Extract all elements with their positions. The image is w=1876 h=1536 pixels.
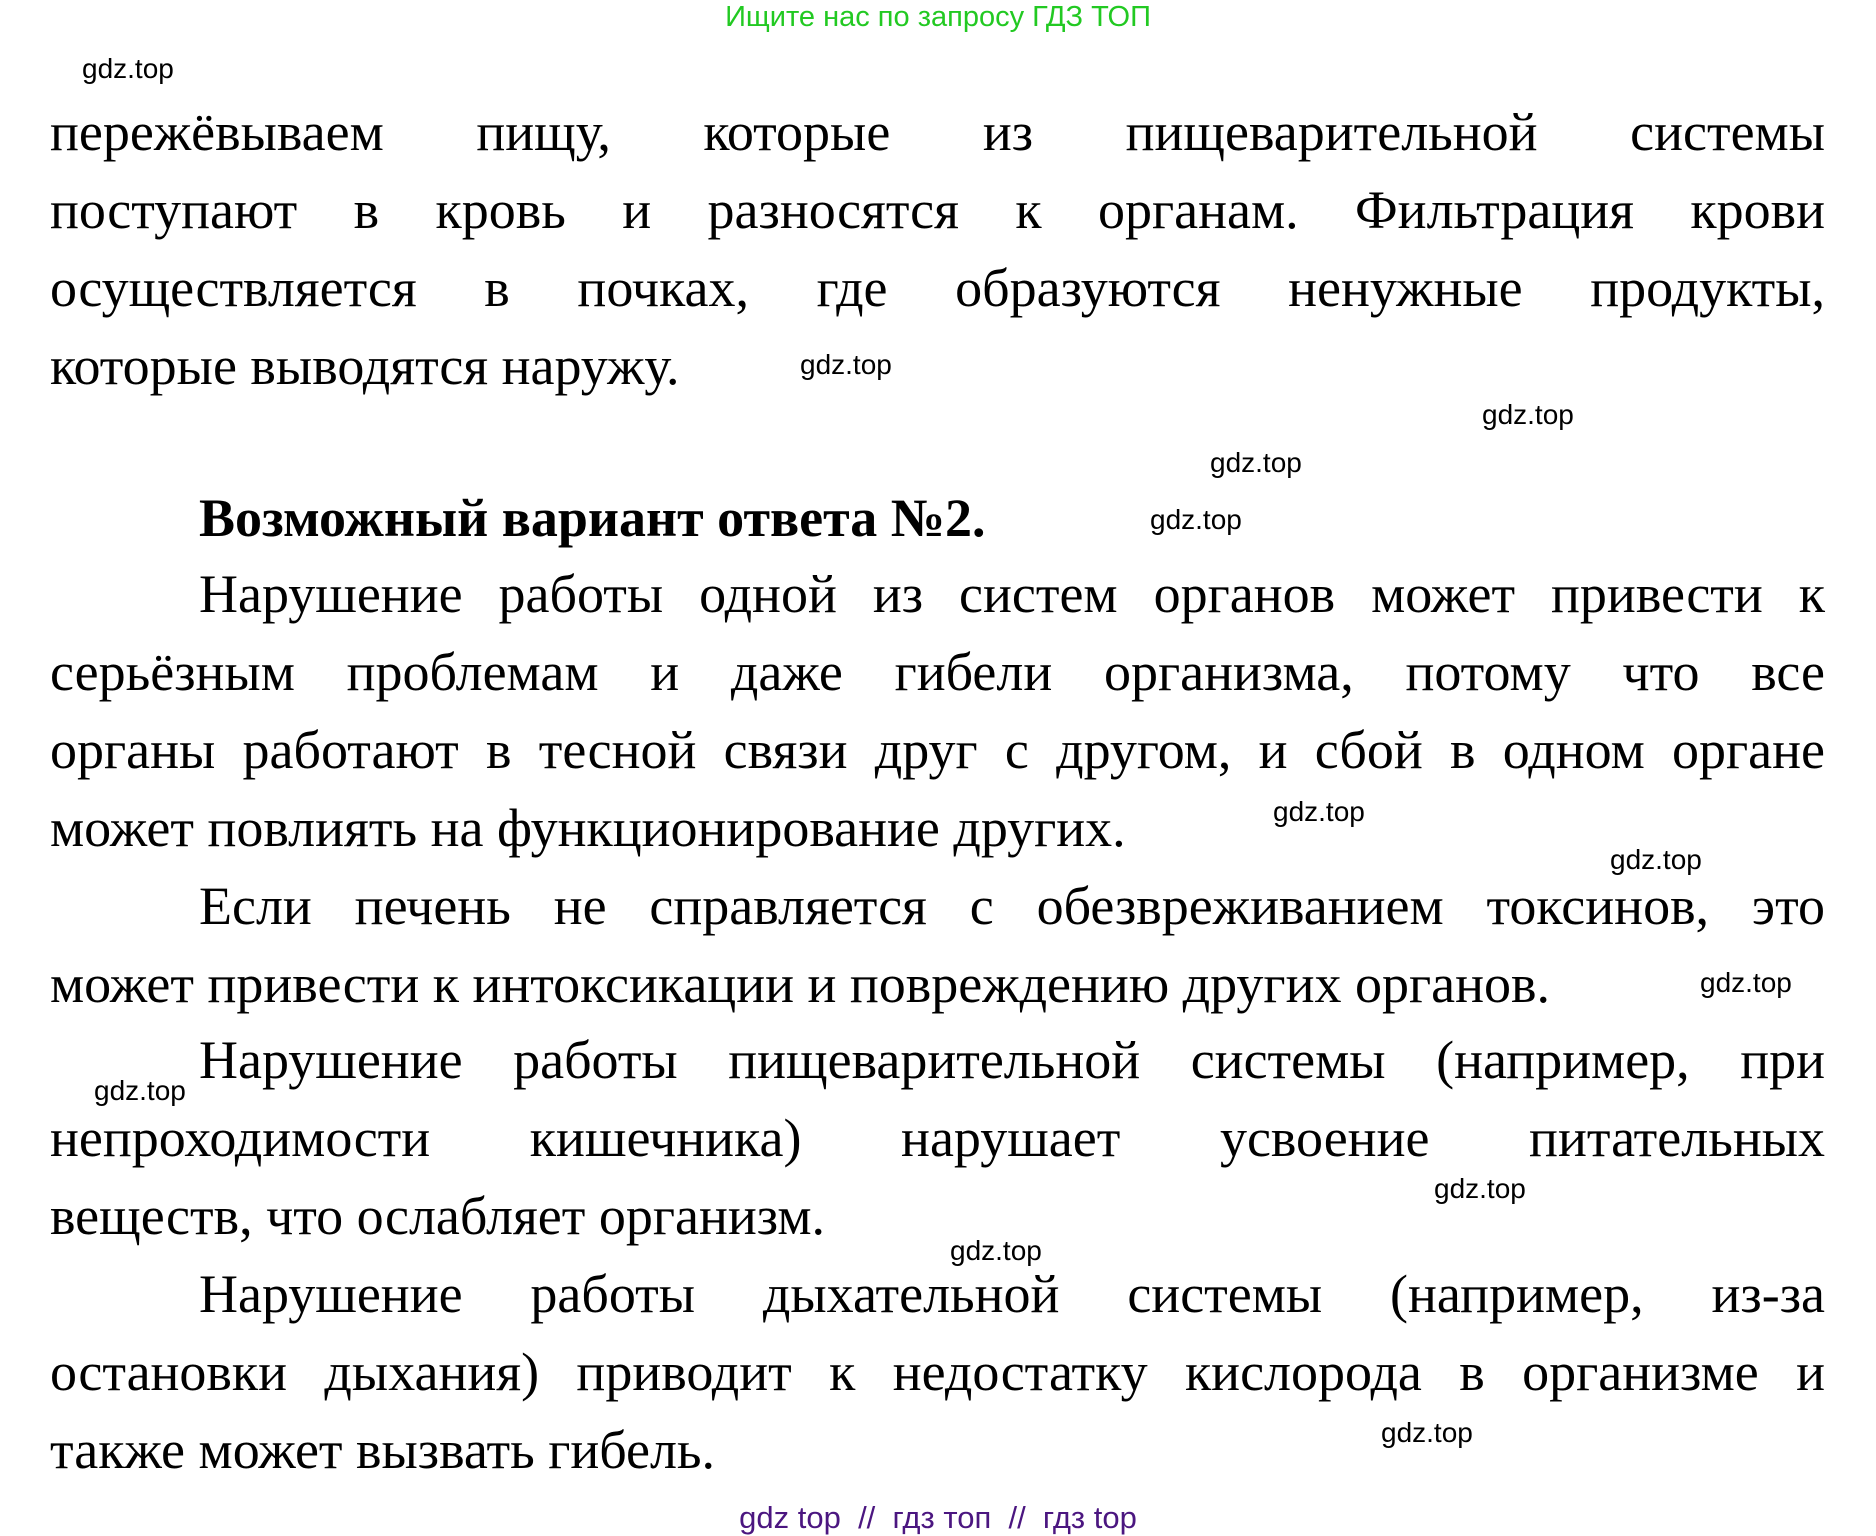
text-line: поступают в кровь и разносятся к органам. Фильтрация крови (50, 180, 1825, 240)
watermark: gdz.top (1210, 447, 1302, 478)
text-line: может повлиять на функционирование других. (50, 798, 1126, 858)
answer-heading: Возможный вариант ответа №2. (199, 488, 986, 548)
text-line: пережёвываем пищу, которые из пищеварительной системы (50, 102, 1825, 162)
text-line: может привести к интоксикации и повреждению других органов. (50, 954, 1550, 1014)
watermark: gdz.top (1610, 844, 1702, 875)
text-line: Если печень не справляется с обезвреживанием токсинов, это (199, 876, 1825, 936)
watermark: gdz.top (82, 53, 174, 84)
text-line: Нарушение работы одной из систем органов может привести к (199, 564, 1825, 624)
text-line: серьёзным проблемам и даже гибели организма, потому что все (50, 642, 1825, 702)
text-line: Нарушение работы дыхательной системы (например, из-за (199, 1264, 1825, 1324)
watermark: gdz.top (1700, 967, 1792, 998)
watermark: gdz.top (1381, 1417, 1473, 1448)
text-line: остановки дыхания) приводит к недостатку кислорода в организме и (50, 1342, 1825, 1402)
watermark: gdz.top (1434, 1173, 1526, 1204)
footer-links: gdz top // гдз топ // гдз top (739, 1500, 1137, 1535)
watermark: gdz.top (1273, 796, 1365, 827)
watermark: gdz.top (800, 349, 892, 380)
text-line: также может вызвать гибель. (50, 1420, 716, 1480)
watermark: gdz.top (1482, 399, 1574, 430)
watermark: gdz.top (94, 1075, 186, 1106)
text-line: непроходимости кишечника) нарушает усвоение питательных (50, 1108, 1825, 1168)
text-line: веществ, что ослабляет организм. (50, 1186, 826, 1246)
text-line: осуществляется в почках, где образуются ненужные продукты, (50, 258, 1825, 318)
watermark: gdz.top (950, 1235, 1042, 1266)
watermark: gdz.top (1150, 504, 1242, 535)
text-line: которые выводятся наружу. (50, 336, 680, 396)
text-line: Нарушение работы пищеварительной системы (например, при (199, 1030, 1825, 1090)
text-line: органы работают в тесной связи друг с другом, и сбой в одном органе (50, 720, 1825, 780)
search-banner: Ищите нас по запросу ГДЗ ТОП (725, 1, 1151, 33)
